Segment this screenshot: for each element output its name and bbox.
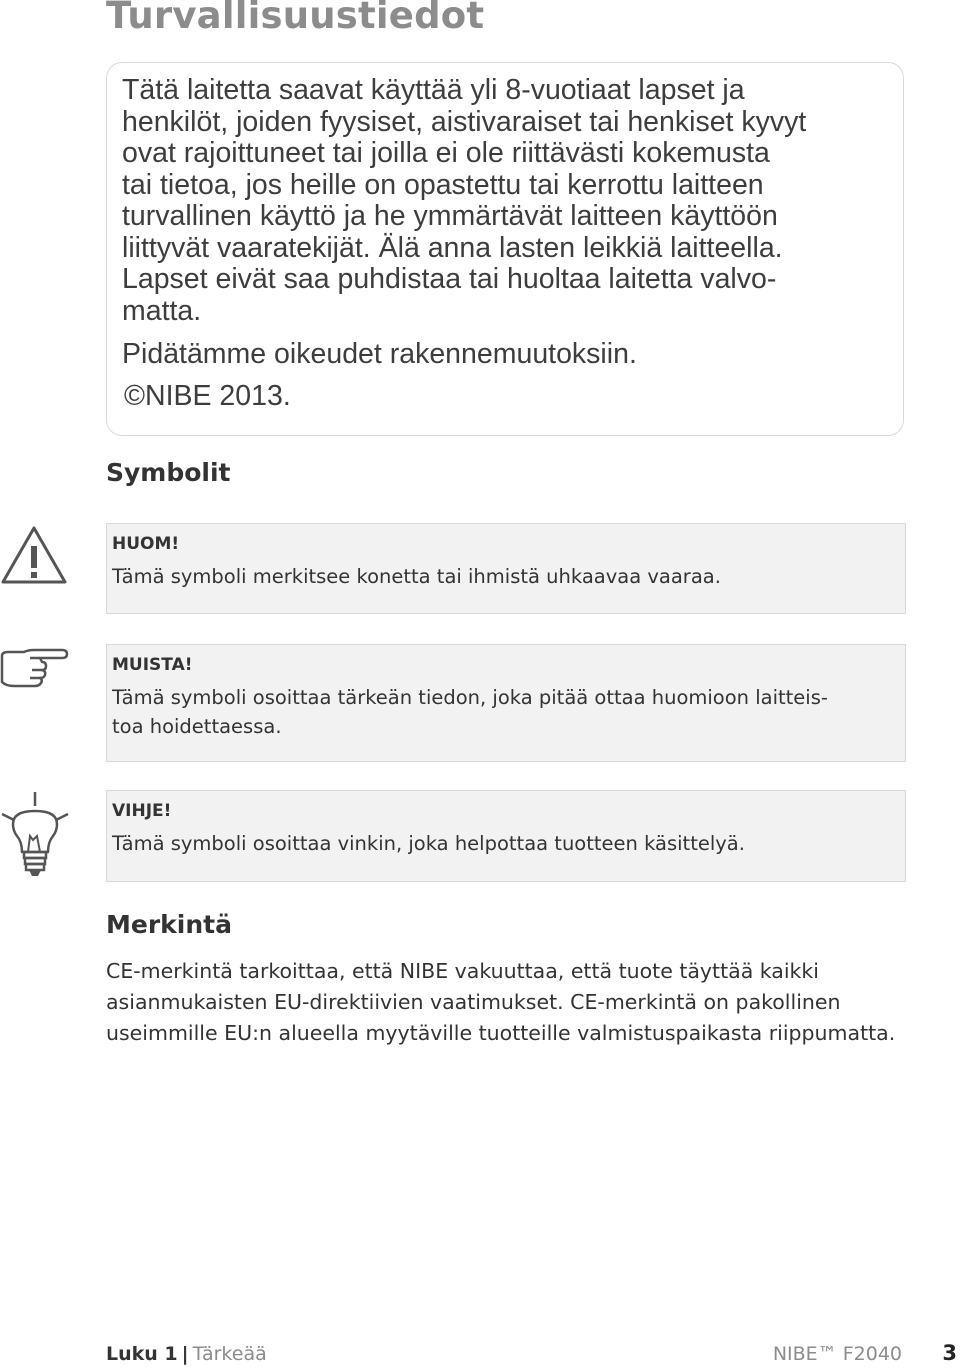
safety-line: turvallinen käyttö ja he ymmärtävät laitteen käyttöön xyxy=(122,200,778,232)
footer-product: NIBE™ F2040 xyxy=(772,1343,902,1365)
safety-info-box xyxy=(106,62,904,436)
muista-title: MUISTA! xyxy=(112,655,193,675)
vihje-note-box xyxy=(106,790,906,882)
footer-chapter-number: Luku 1 xyxy=(106,1343,178,1365)
marking-line: asianmukaisten EU-direktiivien vaatimukset. CE-merkintä on pakollinen xyxy=(106,990,841,1014)
safety-line: Lapset eivät saa puhdistaa tai huoltaa laitetta valvo- xyxy=(122,263,777,295)
reserve-rights-text: Pidätämme oikeudet rakennemuutoksiin. xyxy=(122,338,637,370)
safety-line: tai tietoa, jos heille on opastettu tai kerrottu laitteen xyxy=(122,168,764,201)
footer-chapter xyxy=(106,1343,267,1365)
page-number: 3 xyxy=(942,1341,957,1365)
marking-line: useimmille EU:n alueella myytäville tuotteille valmistuspaikasta riippumatta. xyxy=(106,1021,896,1045)
vihje-text xyxy=(112,829,899,858)
copyright-text: ©NIBE 2013. xyxy=(124,379,291,412)
marking-heading: Merkintä xyxy=(106,910,232,939)
note-line: Tämä symboli osoittaa tärkeän tiedon, joka pitää ottaa huomioon laitteis- xyxy=(112,686,828,709)
huom-note-box xyxy=(106,523,906,614)
note-line: toa hoidettaessa. xyxy=(112,715,282,738)
symbols-heading: Symbolit xyxy=(106,458,231,487)
lightbulb-icon xyxy=(0,790,70,882)
note-line: Tämä symboli merkitsee konetta tai ihmistä uhkaavaa vaaraa. xyxy=(112,565,721,588)
safety-line: matta. xyxy=(122,294,202,327)
safety-line: Tätä laitetta saavat käyttää yli 8-vuotiaat lapset ja xyxy=(122,74,745,106)
footer-separator: | xyxy=(181,1343,189,1365)
page-title: Turvallisuustiedot xyxy=(106,0,485,37)
footer-chapter-name: Tärkeää xyxy=(192,1343,267,1365)
safety-line: liittyvät vaaratekijät. Älä anna lasten leikkiä laitteella. xyxy=(122,231,783,264)
huom-text xyxy=(112,562,899,591)
marking-paragraph xyxy=(106,956,926,1049)
safety-paragraph xyxy=(122,75,889,327)
safety-line: ovat rajoittuneet tai joilla ei ole riittävästi kokemusta xyxy=(122,137,770,169)
muista-text xyxy=(112,683,899,741)
warning-triangle-icon xyxy=(0,524,68,586)
marking-line: CE-merkintä tarkoittaa, että NIBE vakuuttaa, että tuote täyttää kaikki xyxy=(106,959,819,983)
safety-line: henkilöt, joiden fyysiset, aistivaraiset tai henkiset kyvyt xyxy=(122,105,807,138)
pointing-hand-icon xyxy=(0,646,70,690)
huom-title: HUOM! xyxy=(112,534,180,554)
vihje-title: VIHJE! xyxy=(112,801,172,821)
note-line: Tämä symboli osoittaa vinkin, joka helpottaa tuotteen käsittelyä. xyxy=(112,832,745,855)
muista-note-box xyxy=(106,644,906,762)
